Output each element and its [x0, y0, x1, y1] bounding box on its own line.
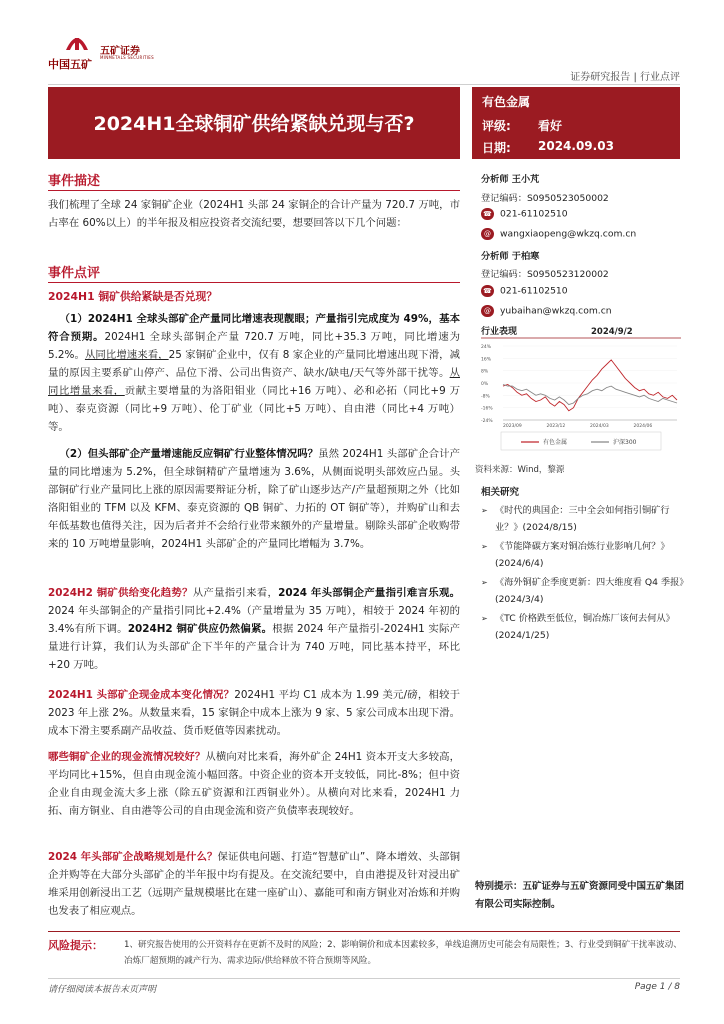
paragraph-4: 2024H1 头部矿企现金成本变化情况？2024H1 平均 C1 成本为 1.99 美元/磅，相较于 2023 年上涨 2%。从数量来看，15 家铜企中成本上涨为 9 家、5 家公司成本出现下滑。成本下滑主要系副产品收益、货币贬值等因素扰动。 [48, 689, 460, 737]
arrow-icon: ➢ [481, 578, 488, 587]
title-banner [48, 87, 460, 159]
chart-x-tick: 2023/09 [503, 424, 522, 429]
paragraph-5: 哪些铜矿企业的现金流情况较好？从横向对比来看，海外矿企 24H1 资本开支大多较高，平均同比+15%，但自由现金流小幅回落。中资企业的资本开支较低，同比-8%；但中资企业自由现金流大多上涨（除五矿资源和江西铜业外）。从横向对比来看，2024H1 力拓、南方铜业、自由港等公司的自由现金流和资产负债率表现较好。 [48, 751, 461, 817]
chart-y-tick: 8% [481, 369, 489, 375]
header-divider [48, 84, 680, 85]
paragraph-1: （1）2024H1 全球头部矿企产量同比增速表现靓眼；产量指引完成度为 49%，基本符合预期。2024H1 全球头部铜企产量 720.7 万吨，同比+35.3 万吨，同比增速为 5.2%。从同比增速来看，25 家铜矿企业中，仅有 8 家企业的产量同比增速出现下滑，减量的原因主要系矿山停产、品位下滑、公司出售资产、缺水/缺电/天气等外部干扰等。从同比增量来看，贡献主要增量的为洛阳钼业（同比+16 万吨）、必和必拓（同比+9 万吨）、泰克资源（同比+9 万吨）、伦丁矿业（同比+5 万吨）、自由港（同比+4 万吨）等。 [48, 313, 460, 433]
chart-series-line [503, 360, 677, 411]
chart-x-tick: 2024/03 [590, 424, 609, 429]
report-title: 2024H1全球铜矿供给紧缺兑现与否? [93, 113, 415, 135]
chart-source: 资料来源：Wind，黎源 [475, 465, 565, 475]
related-item[interactable]: ➢ 《时代的典国企：三中全会如何指引铜矿行业？》(2024/8/15) [481, 502, 686, 536]
rating-label: 评级: [482, 119, 511, 133]
report-type: 证券研究报告 | 行业点评 [570, 72, 680, 83]
rating-value: 看好 [538, 119, 563, 133]
p1-bold: （1）2024H1 全球头部矿企产量同比增速表现靓眼；产量指引完成度为 49%，基本符合预期。 [48, 313, 460, 343]
date-value: 2024.09.03 [538, 139, 614, 153]
event-desc-body: 我们梳理了全球 24 家铜矿企业（2024H1 头部 24 家铜企的合计产量为 720.7 万吨，市占率在 60%以上）的半年报及相应投资者交流纪要，想要回答以下几个问题： [48, 199, 460, 229]
risk-text: 1、研究报告使用的公开资料存在更新不及时的风险；2、影响铜价和成本因素较多，单线追溯历史可能会有局限性；3、行业受到铜矿干扰率波动、冶炼厂超预期的减产行为、需求边际/供给释放不符合预期等风险。 [124, 940, 682, 966]
related-item[interactable]: ➢ 《海外铜矿企季度更新：四大维度看 Q4 季报》(2024/3/4) [481, 574, 686, 608]
brand-name: 五矿证券 [100, 46, 140, 57]
chart-title: 行业表现 [481, 327, 518, 337]
chart-date: 2024/9/2 [591, 327, 633, 337]
chart-y-tick: -8% [481, 394, 490, 400]
event-desc-title: 事件描述 [48, 174, 101, 189]
chart-x-tick: 2023/12 [546, 424, 566, 429]
risk-label: 风险提示： [48, 939, 103, 952]
email-icon: @ [481, 228, 494, 240]
paragraph-2: （2）但头部矿企产量增速能反应铜矿行业整体情况吗？虽然 2024H1 头部矿企合计产量的同比增速为 5.2%，但全球铜精矿产量增速为 3.6%，从侧面说明头部效应凸显。头部铜矿行业产量同比上涨的原因需要辩证分析，除了矿山逐步达产/产量超预期之外（比如洛阳钼业的 TFM 以及 KFM、泰克资源的 QB 铜矿、力拓的 OT 铜矿等），并购矿山和去年低基数也值得关注，因为后者并不会给行业带来额外的产量增量。剔除头部矿企收购带来的 10 万吨增量影响，2024H1 头部矿企的产量同比增幅为 3.7%。 [48, 448, 460, 550]
analyst-1-title: 分析师 王小芃 [481, 174, 540, 185]
brand-name-en: MINMETALS SECURITIES [100, 55, 154, 60]
analyst-2-phone: ☎ 021-61102510 [481, 285, 568, 297]
chart-legend-box [501, 432, 661, 450]
footer-disclaimer: 请仔细阅读本报告末页声明 [48, 985, 157, 995]
chart-y-tick: -24% [481, 419, 493, 424]
related-research-title: 相关研究 [481, 487, 520, 498]
risk-divider [48, 931, 680, 932]
arrow-icon: ➢ [481, 542, 488, 551]
minmetals-emblem-icon [64, 30, 90, 52]
analyst-1-reg: 登记编码：S0950523050002 [481, 193, 609, 204]
industry-performance-chart [481, 324, 681, 454]
special-note: 特别提示：五矿证券与五矿资源同受中国五矿集团有限公司实际控制。 [475, 881, 685, 910]
page-number: Page 1 / 8 [634, 982, 680, 992]
related-item[interactable]: ➢ 《节能降碳方案对铜冶炼行业影响几何？》(2024/6/4) [481, 538, 686, 572]
q1-heading: 2024H1 铜矿供给紧缺是否兑现？ [48, 290, 218, 303]
arrow-icon: ➢ [481, 506, 488, 515]
email-icon: @ [481, 305, 494, 317]
chart-y-tick: -16% [481, 406, 493, 412]
sector-label: 有色金属 [482, 95, 531, 109]
analyst-2-title: 分析师 于柏寒 [481, 251, 540, 262]
company-name: 中国五矿 [48, 58, 92, 71]
logo [48, 30, 168, 70]
chart-y-tick: 0% [481, 382, 489, 387]
related-item[interactable]: ➢ 《TC 价格跌至低位，铜冶炼厂该何去何从》(2024/1/25) [481, 610, 686, 644]
section-divider [48, 190, 460, 191]
event-comment-title: 事件点评 [48, 266, 101, 281]
footer-divider [48, 978, 680, 979]
phone-icon: ☎ [481, 208, 494, 220]
phone-icon: ☎ [481, 285, 494, 297]
rating-box [472, 87, 680, 159]
rating-row [482, 117, 672, 134]
paragraph-6: 2024 年头部矿企战略规划是什么？保证供电问题、打造“智慧矿山”、降本增效、头部铜企并购等在大部分头部矿企的半年报中均有提及。在交流纪要中，自由港提及针对浸出矿堆采用创新浸出工艺（远期产量规模堪比在建一座矿山）、嘉能可和南方铜业对冶炼和并购也发表了相应观点。 [48, 851, 460, 917]
chart-x-tick: 2024/06 [633, 424, 653, 429]
analyst-1-phone: ☎ 021-61102510 [481, 208, 568, 220]
analyst-1-email[interactable]: @ wangxiaopeng@wkzq.com.cn [481, 228, 636, 240]
chart-y-tick: 24% [481, 345, 492, 350]
date-row [482, 139, 672, 156]
paragraph-3: 2024H2 铜矿供给变化趋势？从产量指引来看，2024 年头部铜企产量指引难言乐观。2024 年头部铜企的产量指引同比+2.4%（产量增量为 35 万吨），相较于 2024 年初的 3.4%有所下调。2024H2 铜矿供应仍然偏紧。根据 2024 年产量指引-2024H1 实际产量进行计算，我们认为头部矿企下半年的产量合计为 740 万吨，同比基本持平，环比+20 万吨。 [48, 587, 460, 671]
chart-legend-label: 有色金属 [543, 439, 568, 446]
analyst-2-reg: 登记编码：S0950523120002 [481, 269, 609, 280]
analyst-2-email[interactable]: @ yubaihan@wkzq.com.cn [481, 305, 612, 317]
arrow-icon: ➢ [481, 614, 488, 623]
section-divider [48, 282, 460, 283]
chart-legend-label: 沪深300 [613, 439, 637, 446]
date-label: 日期: [482, 141, 511, 155]
chart-y-tick: 16% [481, 357, 492, 363]
